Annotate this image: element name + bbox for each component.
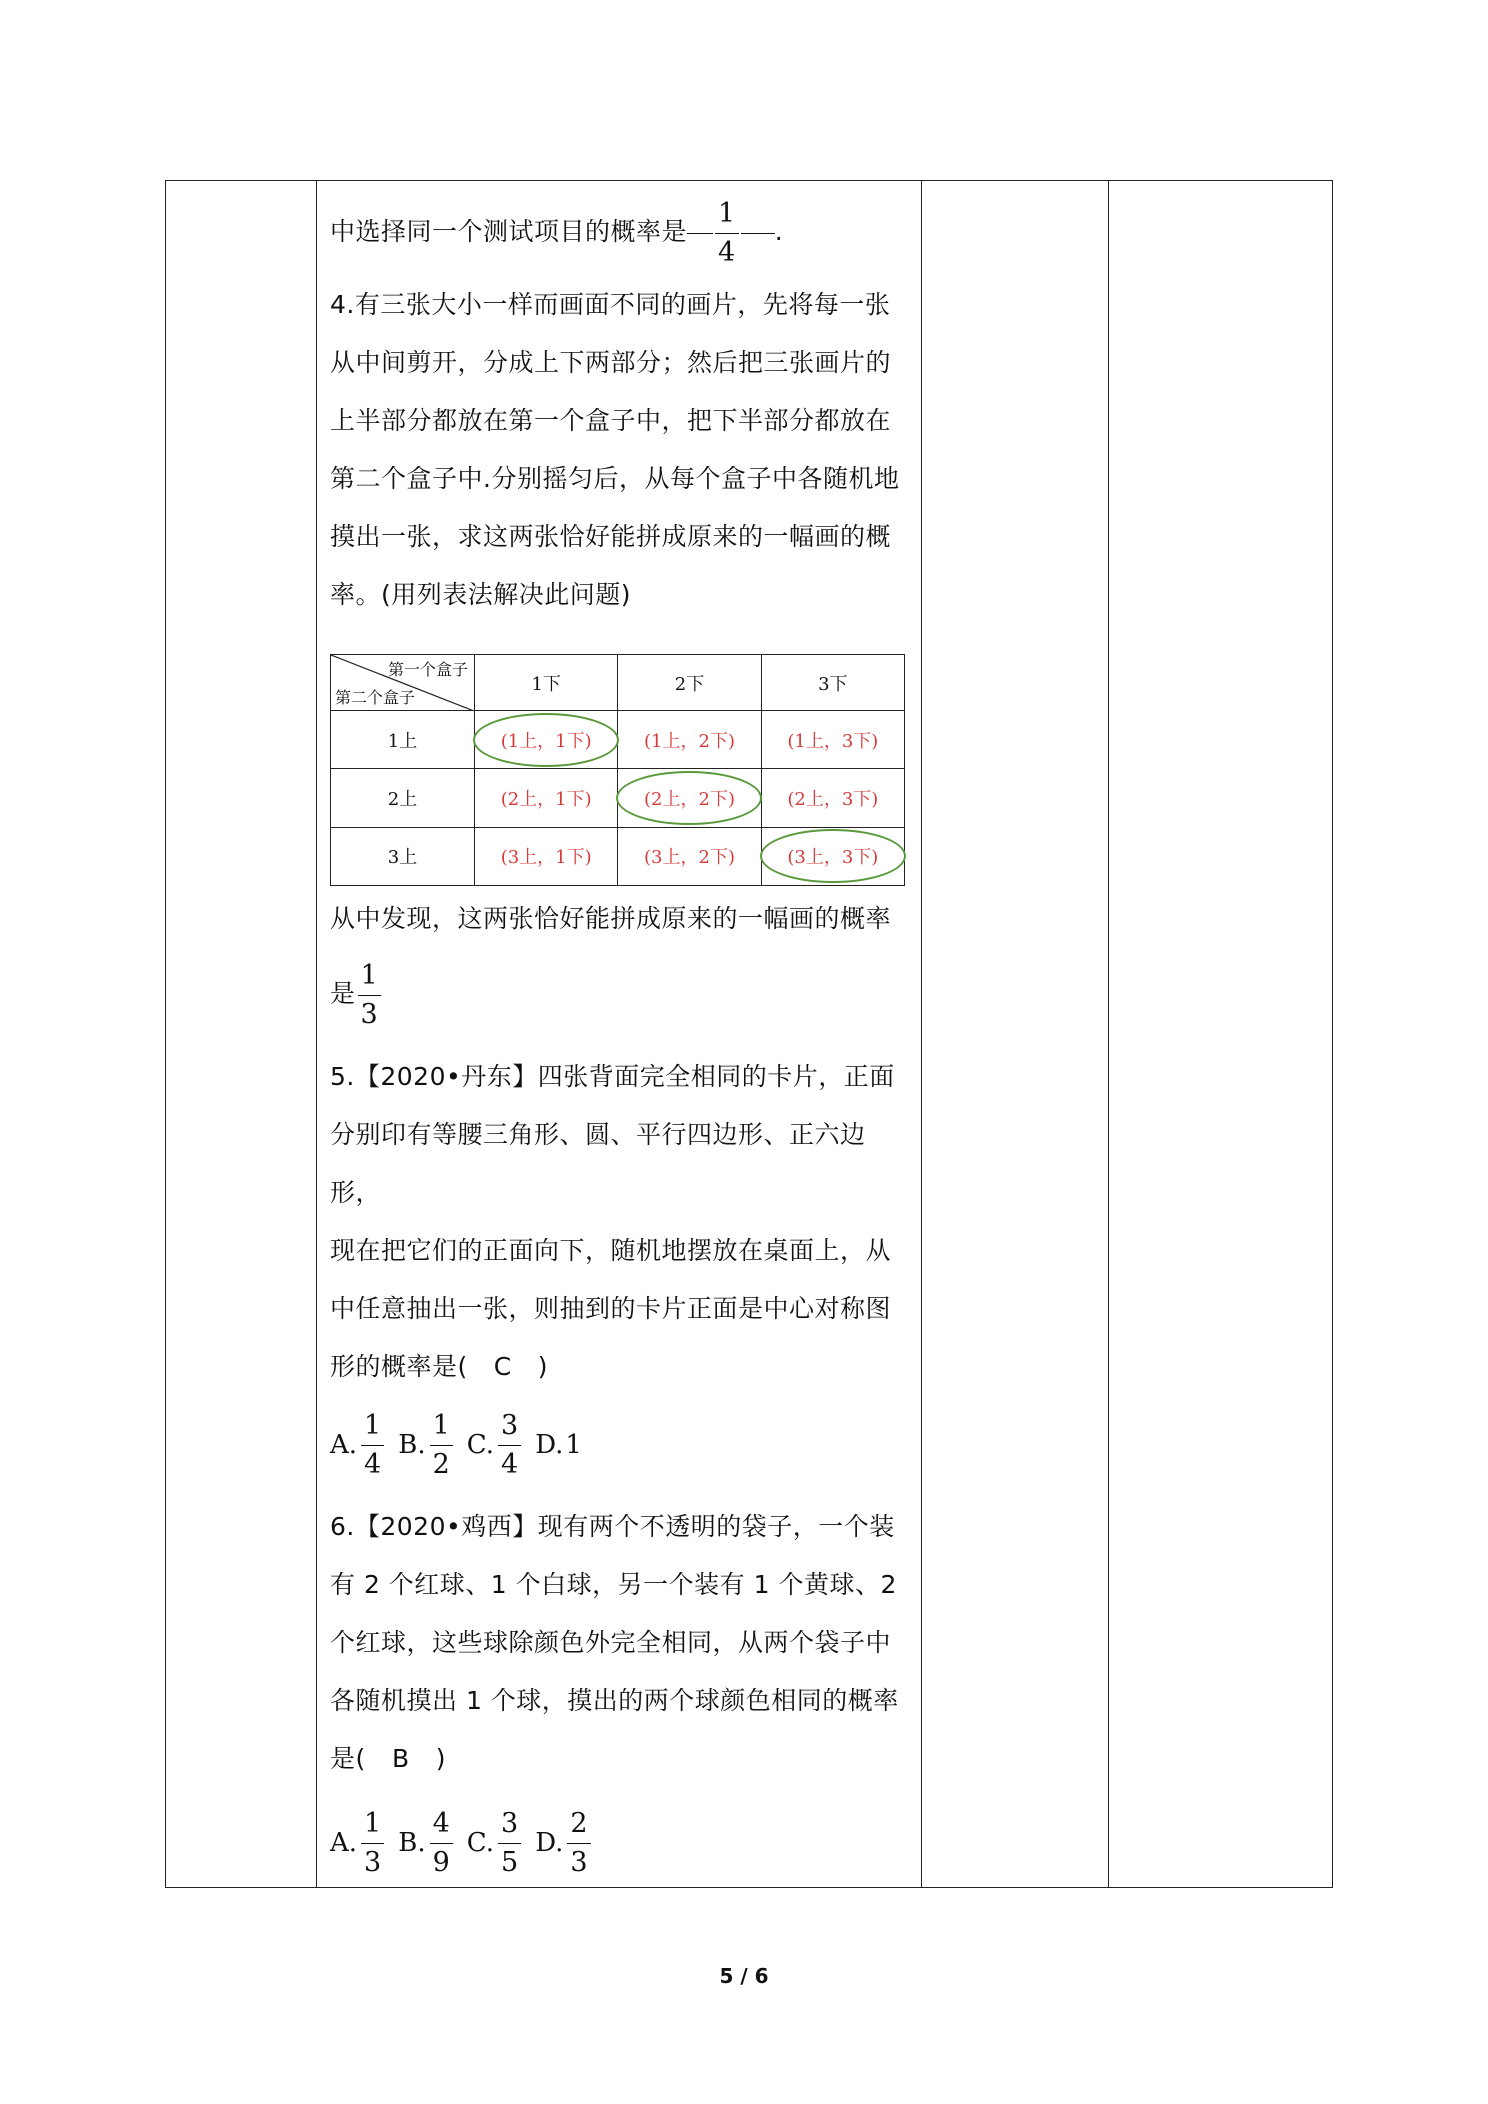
denominator: 2	[432, 1448, 450, 1480]
denominator: 4	[364, 1448, 382, 1480]
numerator: 1	[430, 1409, 453, 1446]
q4-result-fraction	[358, 959, 382, 1032]
option-label: C.	[466, 1430, 495, 1460]
row-header: 3上	[331, 827, 475, 885]
corner-top-label: 第一个盒子	[387, 660, 468, 679]
cell-text: (3上，3下)	[787, 847, 879, 869]
q3-end: .	[774, 217, 784, 246]
numerator: 1	[361, 1807, 384, 1844]
highlight-circle	[760, 829, 906, 883]
q6-answer: B	[391, 1744, 410, 1773]
page-number: 5 / 6	[719, 1964, 769, 1988]
cell-text: (3上，2下)	[644, 847, 735, 869]
q5-question	[330, 1048, 908, 1396]
denominator: 3	[570, 1846, 588, 1878]
answer-blank	[741, 232, 775, 234]
answer-blank	[687, 232, 713, 234]
corner-bottom-label: 第二个盒子	[335, 688, 416, 708]
q4-line: 第二个盒子中.分别摇匀后，从每个盒子中各随机地	[330, 463, 900, 493]
option-label: B.	[398, 1430, 426, 1460]
table-cell	[618, 711, 761, 769]
table-cell	[761, 827, 904, 885]
q6-options	[330, 1798, 908, 1888]
cell-text: (1上，1下)	[500, 730, 592, 752]
q6-line: 6.【2020•鸡西】现有两个不透明的袋子，一个装	[330, 1512, 895, 1541]
q6-question	[330, 1498, 908, 1788]
denominator: 5	[501, 1846, 519, 1878]
q6-last-line	[330, 1730, 908, 1788]
cell-text: (2上，2下)	[644, 789, 735, 811]
q4-line: 从中间剪开，分成上下两部分；然后把三张画片的	[330, 347, 892, 377]
denominator: 3	[360, 998, 379, 1030]
col-header: 2下	[618, 655, 761, 711]
option-fraction	[567, 1807, 590, 1880]
row-header: 1上	[331, 711, 475, 769]
numerator: 4	[430, 1807, 453, 1844]
table-cell	[475, 827, 618, 885]
table-cell	[475, 769, 618, 827]
table-corner-cell	[331, 655, 475, 711]
highlight-circle	[616, 771, 762, 825]
content-lower	[330, 890, 908, 1888]
option-label: D.	[535, 1828, 564, 1858]
q5-answer: C	[493, 1352, 512, 1381]
numerator: 1	[358, 959, 382, 996]
cell-text: (1上，2下)	[644, 730, 735, 752]
option-fraction	[498, 1409, 521, 1482]
q3-answer-fraction	[715, 197, 739, 270]
probability-table	[330, 654, 905, 886]
option-label: A.	[330, 1430, 358, 1460]
numerator: 3	[498, 1409, 521, 1446]
denominator: 3	[364, 1846, 382, 1878]
q5-options	[330, 1400, 908, 1490]
q4-conclusion: 从中发现，这两张恰好能拼成原来的一幅画的概率	[330, 904, 892, 933]
numerator: 3	[498, 1807, 521, 1844]
option-fraction	[430, 1807, 453, 1880]
q3-text: 中选择同一个测试项目的概率是	[330, 217, 688, 246]
highlight-circle	[473, 713, 619, 767]
option-fraction	[430, 1409, 453, 1482]
numerator: 1	[715, 197, 739, 234]
q6-close: )	[435, 1744, 447, 1773]
option-label: D.	[535, 1430, 564, 1460]
q5-line: 分别印有等腰三角形、圆、平行四边形、正六边形，	[330, 1120, 866, 1207]
q4-question	[330, 276, 908, 624]
table-cell	[761, 769, 904, 827]
cell-text: (2上，1下)	[500, 789, 592, 811]
q6-line: 有 2 个红球、1 个白球，另一个装有 1 个黄球、2	[330, 1570, 897, 1599]
q6-text: 是(	[330, 1744, 366, 1773]
column-divider	[921, 181, 922, 1887]
option-value: 1	[565, 1430, 582, 1460]
content-column	[330, 195, 908, 624]
table-cell	[618, 827, 761, 885]
q4-result-line	[330, 954, 908, 1034]
q4-line: 上半部分都放在第一个盒子中，把下半部分都放在	[330, 405, 892, 435]
q3-answer-line	[330, 195, 908, 270]
numerator: 1	[361, 1409, 384, 1446]
cell-text: (3上，1下)	[500, 847, 592, 869]
denominator: 4	[501, 1448, 519, 1480]
option-label: C.	[466, 1828, 495, 1858]
column-divider	[1108, 181, 1109, 1887]
table-cell	[761, 711, 904, 769]
column-divider	[316, 181, 317, 1887]
col-header: 3下	[761, 655, 904, 711]
table-cell	[618, 769, 761, 827]
q4-line: 摸出一张，求这两张恰好能拼成原来的一幅画的概	[330, 521, 892, 551]
row-header: 2上	[331, 769, 475, 827]
q4-line: 率。(用列表法解决此问题)	[330, 579, 632, 609]
q5-text: 形的概率是(	[330, 1352, 468, 1381]
col-header: 1下	[475, 655, 618, 711]
q5-close: )	[537, 1352, 549, 1381]
cell-text: (1上，3下)	[787, 730, 879, 752]
option-fraction	[498, 1807, 521, 1880]
option-label: B.	[398, 1828, 426, 1858]
table-cell	[475, 711, 618, 769]
q5-last-line	[330, 1338, 908, 1396]
q4-conclusion-tail: 是	[330, 979, 356, 1008]
denominator: 4	[718, 236, 736, 268]
option-fraction	[361, 1807, 384, 1880]
q6-line: 个红球，这些球除颜色外完全相同，从两个袋子中	[330, 1628, 892, 1657]
numerator: 2	[567, 1807, 590, 1844]
q5-line: 中任意抽出一张，则抽到的卡片正面是中心对称图	[330, 1294, 892, 1323]
cell-text: (2上，3下)	[787, 789, 879, 811]
denominator: 9	[432, 1846, 450, 1878]
q4-line: 4.有三张大小一样而画面不同的画片，先将每一张	[330, 289, 891, 319]
option-label: A.	[330, 1828, 358, 1858]
q5-line: 5.【2020•丹东】四张背面完全相同的卡片，正面	[330, 1062, 895, 1091]
q6-line: 各随机摸出 1 个球，摸出的两个球颜色相同的概率	[330, 1686, 899, 1715]
q5-line: 现在把它们的正面向下，随机地摆放在桌面上，从	[330, 1236, 892, 1265]
option-fraction	[361, 1409, 384, 1482]
